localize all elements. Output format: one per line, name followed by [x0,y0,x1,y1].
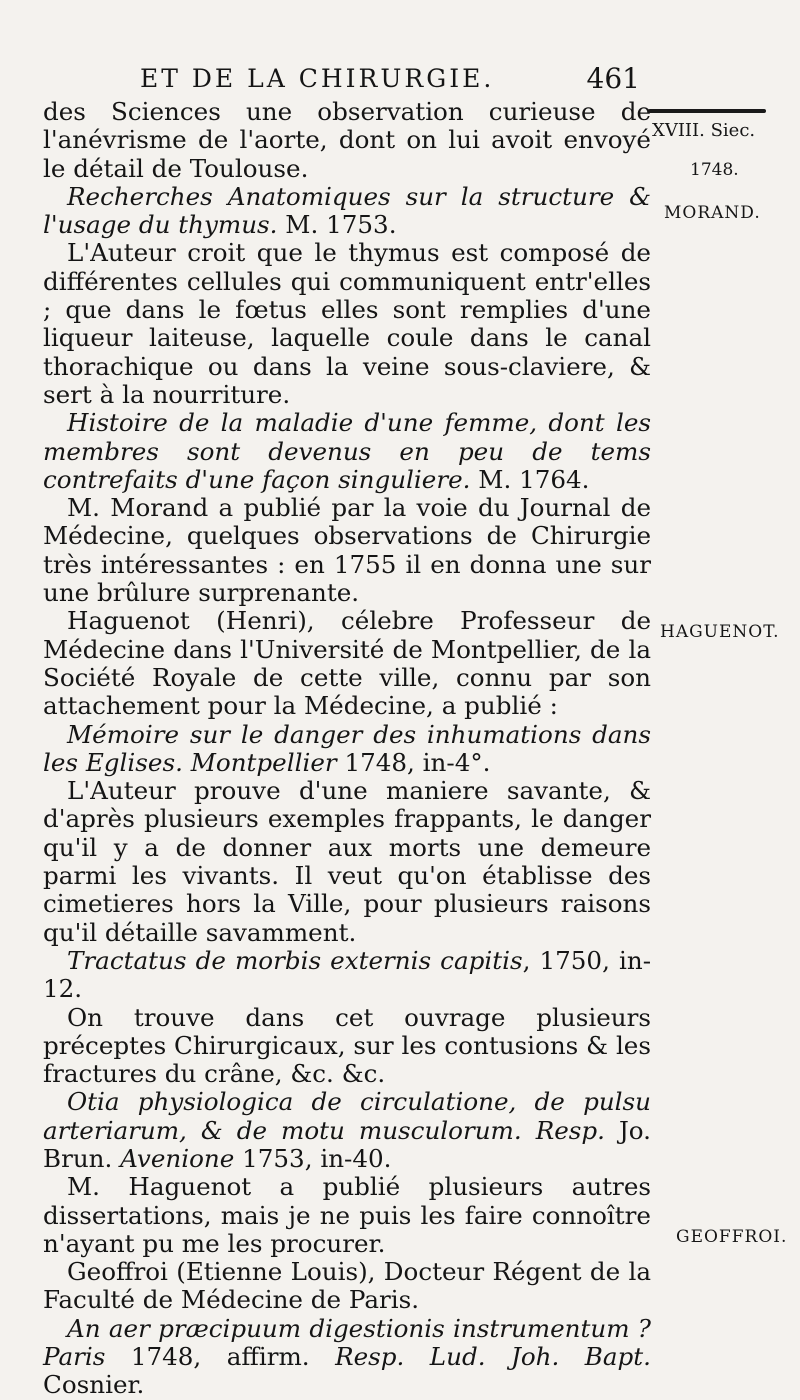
paragraph-morand: M. Morand a publié par la voie du Journal de Médecine, quelques observations de Chirurgie très intéressantes : en 1755 il en donna une sur une brûlure surprenante. [43,493,651,608]
paragraph-aorte: des Sciences une observation curieuse de l'anévrisme de l'aorte, dont on lui avoit envoyé le détail de Toulouse. [43,97,651,183]
margin-note-morand: MORAND. [664,203,761,223]
paragraph-geoffroi: Geoffroi (Etienne Louis), Docteur Régent de la Faculté de Médecine de Paris. [43,1257,651,1315]
title-otia-resp: Jo. Brun. [43,1115,651,1173]
margin-note-century: XVIII. Siec. [652,120,756,141]
margin-note-haguenot: HAGUENOT. [660,622,780,642]
page-header [40,58,640,98]
title-an-aer-text: An aer præcipuum digestionis instrumentum ? Paris [43,1313,651,1372]
paragraph-thymus: L'Auteur croit que le thymus est composé de différentes cellules qui communiquent entr'elles ; que dans le fœtus elles sont remplies d'une liqueur laiteuse, laquelle coule dans le canal thorachique ou dans la veine sous-claviere, & sert à la nourriture. [43,238,651,409]
title-inhumations [43,721,651,778]
margin-note-year: 1748. [690,160,739,180]
title-an-aer-resp: Resp. Lud. Joh. Bapt. [335,1342,651,1372]
body-text [43,98,651,1400]
title-tractatus-ref: , 1750, in-12. [43,945,651,1004]
title-inhumations-text: Mémoire sur le danger des inhumations dans les Eglises. Montpellier [43,719,651,777]
title-maladie-text: Histoire de la maladie d'une femme, dont les membres sont devenus en peu de tems contrefaits d'une façon singuliere. [43,408,651,494]
title-otia-text: Otia physiologica de circulatione, de pulsu arteriarum, & de motu musculorum. Resp. [43,1087,651,1145]
title-thymus [43,183,651,240]
margin-note-geoffroi: GEOFFROI. [676,1227,788,1247]
paragraph-inhumations: L'Auteur prouve d'une maniere savante, & d'après plusieurs exemples frappants, le danger qu'il y a de donner aux morts une demeure parmi les vivants. Il veut qu'on établisse des cimetieres hors la Ville, pour plusieurs raisons qu'il détaille savamment. [43,776,651,947]
page-number: 461 [586,62,640,95]
title-an-aer-end: Cosnier. [43,1370,145,1400]
title-otia-ref: 1753, in-40. [234,1143,392,1173]
paragraph-tractatus: On trouve dans cet ouvrage plusieurs préceptes Chirurgicaux, sur les contusions & les fractures du crâne, &c. &c. [43,1002,651,1089]
title-thymus-text: Recherches Anatomiques sur la structure & l'usage du thymus. [43,181,651,240]
title-maladie-ref: M. 1764. [470,464,590,494]
running-title: ET DE LA CHIRURGIE. [140,64,495,93]
title-tractatus-text: Tractatus de morbis externis capitis [67,945,523,975]
title-inhumations-ref: 1748, in-4°. [336,747,491,777]
title-otia-place: Avenione [120,1143,235,1173]
title-thymus-ref: M. 1753. [277,210,397,240]
title-an-aer [43,1315,651,1400]
paragraph-haguenot-other: M. Haguenot a publié plusieurs autres dissertations, mais je ne puis les faire connoître n'ayant pu me les procurer. [43,1172,651,1258]
margin-rule [648,109,766,113]
title-otia [43,1088,651,1173]
paragraph-haguenot: Haguenot (Henri), célebre Professeur de Médecine dans l'Université de Montpellier, de la Société Royale de cette ville, connu par son attachement pour la Médecine, a publié : [43,606,651,721]
title-maladie [43,409,651,494]
title-an-aer-mid: 1748, affirm. [105,1342,336,1372]
title-tractatus [43,947,651,1004]
